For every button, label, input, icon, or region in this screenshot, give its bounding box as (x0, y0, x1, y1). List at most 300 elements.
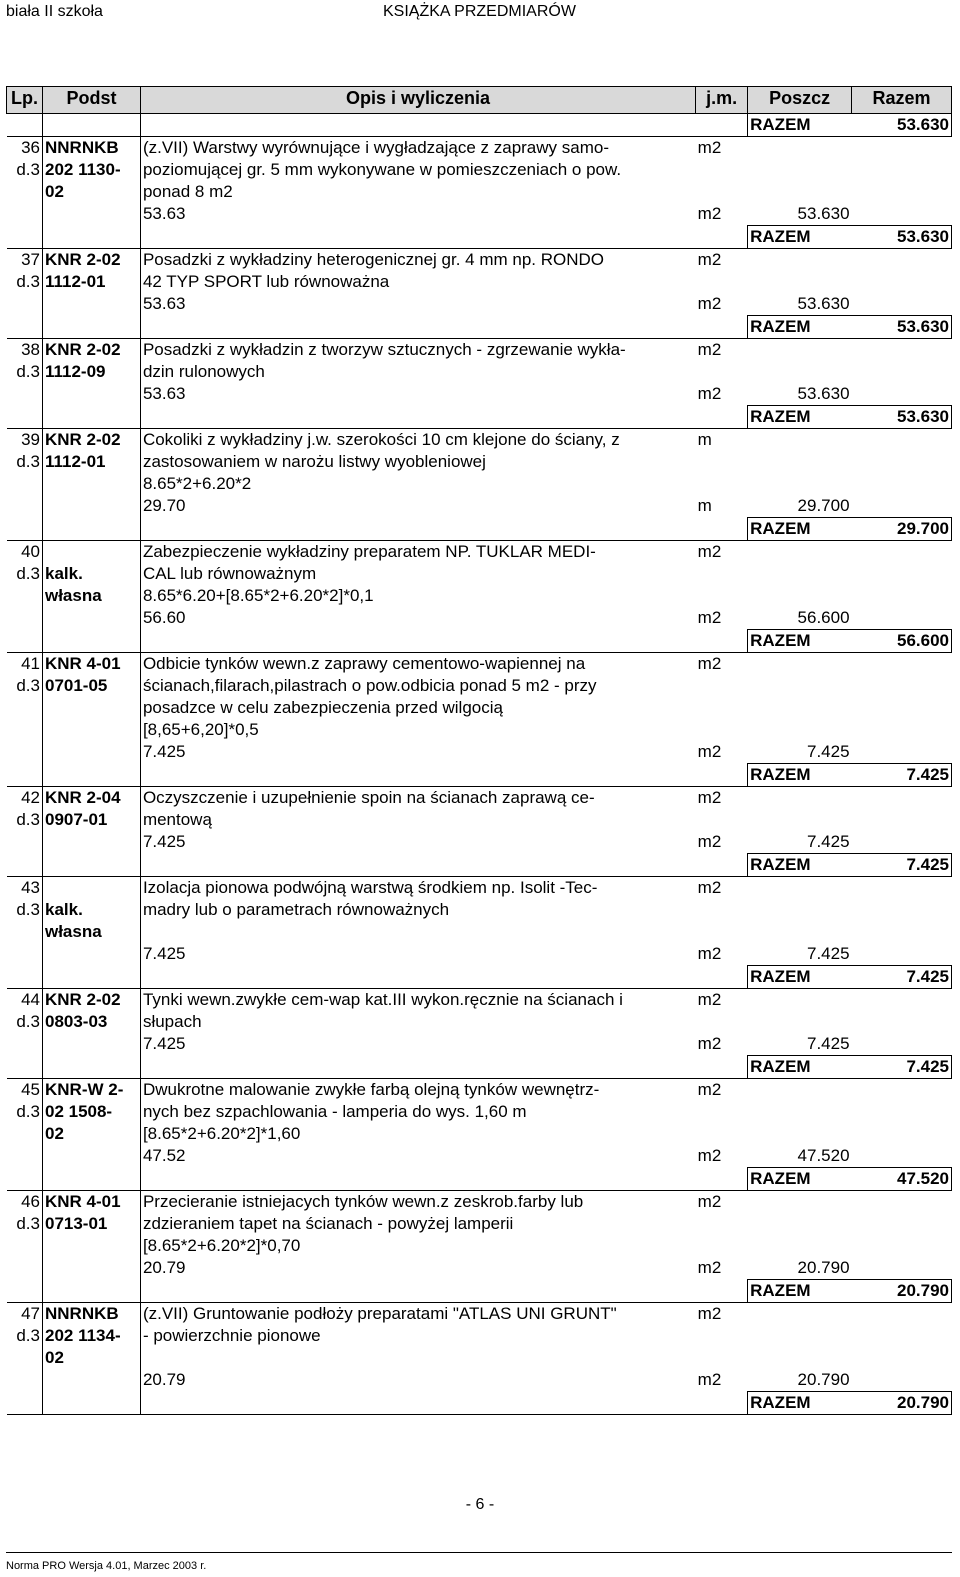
item-razem (852, 1145, 952, 1168)
calc-quantity: 53.63 (142, 384, 186, 403)
razem-label: RAZEM (748, 854, 852, 877)
item-poszcz (748, 675, 852, 697)
calc-unit: m (697, 496, 712, 515)
calc-row (7, 1033, 952, 1056)
calc-poszcz: 7.425 (806, 944, 850, 963)
item-razem (852, 137, 952, 160)
col-jm: j.m. (696, 87, 748, 114)
item-jm (696, 181, 748, 203)
item-opis: poziomującej gr. 5 mm wykonywane w pomieszczeniach o pow. (142, 160, 622, 179)
item-razem (852, 809, 952, 831)
table-body (7, 114, 952, 1415)
item-opis: ponad 8 m2 (142, 182, 233, 201)
item-podst: 02 1508- (42, 1101, 140, 1123)
razem-blank (42, 966, 140, 989)
item-opis: [8.65*2+6.20*2]*0,70 (142, 1236, 301, 1255)
razem-row (7, 630, 952, 653)
item-lp: 37 (7, 249, 43, 272)
razem-blank (42, 406, 140, 429)
item-jm: m2 (697, 340, 722, 359)
item-row (7, 585, 952, 607)
calc-quantity: 56.60 (142, 608, 186, 627)
razem-blank (7, 406, 43, 429)
calc-row (7, 1145, 952, 1168)
razem-value: 7.425 (852, 1056, 952, 1079)
calc-poszcz: 20.790 (797, 1258, 850, 1277)
przedmiar-table (6, 86, 952, 1415)
item-jm (696, 1011, 748, 1033)
item-opis: - powierzchnie pionowe (142, 1326, 321, 1345)
item-podst: 1112-01 (42, 271, 140, 293)
item-razem (852, 451, 952, 473)
razem-blank (140, 1280, 695, 1303)
razem-value: 20.790 (852, 1280, 952, 1303)
item-opis: (z.VII) Gruntowanie podłoży preparatami "ATLAS UNI GRUNT" (142, 1304, 617, 1323)
calc-row (7, 203, 952, 226)
item-poszcz (748, 653, 852, 676)
item-podst (42, 943, 140, 966)
razem-blank (140, 1392, 695, 1415)
item-poszcz (748, 339, 852, 362)
item-jm (696, 1213, 748, 1235)
item-razem (852, 271, 952, 293)
item-razem (852, 877, 952, 900)
razem-blank (42, 518, 140, 541)
item-razem (852, 1079, 952, 1102)
item-lp: 47 (7, 1303, 43, 1326)
item-poszcz (748, 473, 852, 495)
razem-blank (140, 316, 695, 339)
item-podst: KNR 4-01 (42, 653, 140, 676)
calc-unit: m2 (697, 832, 722, 851)
calc-row (7, 607, 952, 630)
item-podst (42, 831, 140, 854)
razem-blank (696, 316, 748, 339)
calc-unit: m2 (697, 1146, 722, 1165)
razem-blank (696, 1280, 748, 1303)
item-poszcz (748, 809, 852, 831)
item-lp: d.3 (7, 271, 43, 293)
calc-quantity: 53.63 (142, 294, 186, 313)
item-row (7, 899, 952, 921)
item-lp: d.3 (7, 563, 43, 585)
item-row (7, 451, 952, 473)
calc-unit: m2 (697, 1258, 722, 1277)
item-poszcz (748, 361, 852, 383)
item-razem (852, 1369, 952, 1392)
item-opis: zdzieraniem tapet na ścianach - powyżej lamperii (142, 1214, 514, 1233)
item-podst: KNR 2-04 (42, 787, 140, 810)
item-podst: 202 1130- (42, 159, 140, 181)
item-jm: m2 (697, 990, 722, 1009)
item-row (7, 877, 952, 900)
razem-blank (696, 1056, 748, 1079)
item-poszcz (748, 159, 852, 181)
item-opis: ścianach,filarach,pilastrach o pow.odbicia ponad 5 m2 - przy (142, 676, 597, 695)
item-razem (852, 495, 952, 518)
razem-blank (140, 518, 695, 541)
item-podst: własna (42, 921, 140, 943)
item-podst (42, 495, 140, 518)
item-poszcz (748, 877, 852, 900)
item-row (7, 249, 952, 272)
item-row (7, 541, 952, 564)
calc-unit: m2 (697, 944, 722, 963)
item-row (7, 181, 952, 203)
item-razem (852, 429, 952, 452)
item-opis: Dwukrotne malowanie zwykłe farbą olejną tynków wewnętrz- (142, 1080, 600, 1099)
item-poszcz (748, 451, 852, 473)
razem-value: 53.630 (852, 114, 952, 137)
item-podst (42, 293, 140, 316)
item-jm (696, 899, 748, 921)
item-row (7, 1011, 952, 1033)
item-razem (852, 249, 952, 272)
calc-row (7, 293, 952, 316)
item-podst: NNRNKB (42, 137, 140, 160)
razem-row (7, 764, 952, 787)
item-poszcz (748, 1011, 852, 1033)
calc-row (7, 1369, 952, 1392)
razem-row (7, 226, 952, 249)
item-opis: zastosowaniem w narożu listwy wyobleniowej (142, 452, 486, 471)
razem-label: RAZEM (748, 406, 852, 429)
calc-poszcz: 7.425 (806, 832, 850, 851)
item-razem (852, 293, 952, 316)
item-poszcz (748, 563, 852, 585)
razem-blank (42, 764, 140, 787)
item-podst: 1112-09 (42, 361, 140, 383)
item-razem (852, 1325, 952, 1347)
item-lp: d.3 (7, 1101, 43, 1123)
item-jm (696, 361, 748, 383)
razem-value: 7.425 (852, 764, 952, 787)
item-jm (696, 473, 748, 495)
item-razem (852, 1347, 952, 1369)
razem-blank (696, 966, 748, 989)
item-razem (852, 787, 952, 810)
item-lp (7, 383, 43, 406)
razem-blank (140, 764, 695, 787)
item-podst: KNR 2-02 (42, 989, 140, 1012)
item-row (7, 989, 952, 1012)
item-poszcz (748, 137, 852, 160)
razem-label: RAZEM (748, 966, 852, 989)
item-row (7, 921, 952, 943)
razem-blank (7, 966, 43, 989)
item-poszcz (748, 921, 852, 943)
razem-blank (140, 1056, 695, 1079)
item-podst (42, 541, 140, 564)
item-opis (140, 1347, 695, 1369)
razem-blank (140, 966, 695, 989)
item-podst: NNRNKB (42, 1303, 140, 1326)
razem-blank (42, 630, 140, 653)
razem-blank (140, 854, 695, 877)
item-poszcz (748, 271, 852, 293)
item-razem (852, 831, 952, 854)
razem-blank (696, 1168, 748, 1191)
item-row (7, 1101, 952, 1123)
item-lp (7, 697, 43, 719)
item-razem (852, 1191, 952, 1214)
razem-value: 56.600 (852, 630, 952, 653)
item-lp: 42 (7, 787, 43, 810)
razem-value: 47.520 (852, 1168, 952, 1191)
item-razem (852, 653, 952, 676)
item-jm (696, 697, 748, 719)
item-poszcz (748, 719, 852, 741)
item-jm (696, 159, 748, 181)
item-opis: Izolacja pionowa podwójną warstwą środkiem np. Isolit -Tec- (142, 878, 598, 897)
item-razem (852, 1303, 952, 1326)
item-lp (7, 831, 43, 854)
razem-label: RAZEM (748, 226, 852, 249)
item-lp: 40 (7, 541, 43, 564)
calc-row (7, 741, 952, 764)
item-razem (852, 899, 952, 921)
item-razem (852, 563, 952, 585)
item-podst: 02 (42, 1347, 140, 1369)
item-opis: Oczyszczenie i uzupełnienie spoin na ścianach zaprawą ce- (142, 788, 595, 807)
razem-label: RAZEM (748, 630, 852, 653)
razem-row (7, 316, 952, 339)
item-jm (696, 585, 748, 607)
item-podst: 0803-03 (42, 1011, 140, 1033)
item-podst (42, 473, 140, 495)
item-podst (42, 1369, 140, 1392)
razem-value: 20.790 (852, 1392, 952, 1415)
item-lp (7, 1123, 43, 1145)
calc-poszcz: 47.520 (797, 1146, 850, 1165)
item-jm (696, 1235, 748, 1257)
item-jm (696, 1123, 748, 1145)
razem-blank (140, 1168, 695, 1191)
item-lp: 43 (7, 877, 43, 900)
razem-blank (7, 1056, 43, 1079)
item-razem (852, 1123, 952, 1145)
item-lp (7, 1369, 43, 1392)
item-jm: m2 (697, 1304, 722, 1323)
item-razem (852, 989, 952, 1012)
razem-blank (42, 1392, 140, 1415)
item-lp (7, 921, 43, 943)
item-opis: CAL lub równoważnym (142, 564, 317, 583)
calc-row (7, 943, 952, 966)
item-lp: d.3 (7, 1011, 43, 1033)
item-jm (696, 809, 748, 831)
item-podst: KNR 2-02 (42, 429, 140, 452)
item-row (7, 429, 952, 452)
item-lp: 39 (7, 429, 43, 452)
item-lp (7, 719, 43, 741)
item-razem (852, 361, 952, 383)
item-podst: własna (42, 585, 140, 607)
item-razem (852, 1213, 952, 1235)
item-row (7, 787, 952, 810)
item-poszcz (748, 787, 852, 810)
item-lp: d.3 (7, 675, 43, 697)
razem-blank (7, 1168, 43, 1191)
item-opis: 42 TYP SPORT lub równoważna (142, 272, 390, 291)
item-poszcz (748, 697, 852, 719)
razem-blank (696, 764, 748, 787)
item-poszcz (748, 249, 852, 272)
calc-quantity: 20.79 (142, 1370, 186, 1389)
item-podst (42, 1257, 140, 1280)
item-lp (7, 741, 43, 764)
item-jm (696, 1325, 748, 1347)
calc-poszcz: 53.630 (797, 384, 850, 403)
item-row (7, 339, 952, 362)
item-row (7, 1213, 952, 1235)
item-opis: Tynki wewn.zwykłe cem-wap kat.III wykon.ręcznie na ścianach i (142, 990, 623, 1009)
item-opis: 8.65*6.20+[8.65*2+6.20*2]*0,1 (142, 586, 374, 605)
item-podst (42, 697, 140, 719)
item-lp: 38 (7, 339, 43, 362)
calc-poszcz: 56.600 (797, 608, 850, 627)
razem-row (7, 1280, 952, 1303)
item-razem (852, 943, 952, 966)
item-jm: m (697, 430, 712, 449)
item-row (7, 159, 952, 181)
col-opis: Opis i wyliczenia (140, 87, 695, 114)
header-left: biała II szkoła (6, 3, 103, 20)
calc-poszcz: 53.630 (797, 204, 850, 223)
item-opis: słupach (142, 1012, 202, 1031)
calc-unit: m2 (697, 384, 722, 403)
calc-quantity: 47.52 (142, 1146, 186, 1165)
razem-blank (7, 854, 43, 877)
razem-label: RAZEM (748, 1168, 852, 1191)
item-opis: Cokoliki z wykładziny j.w. szerokości 10 cm klejone do ściany, z (142, 430, 620, 449)
item-opis: 8.65*2+6.20*2 (142, 474, 252, 493)
razem-blank (140, 406, 695, 429)
item-jm (696, 563, 748, 585)
razem-row (7, 1168, 952, 1191)
item-jm: m2 (697, 250, 722, 269)
item-opis (140, 921, 695, 943)
item-podst (42, 741, 140, 764)
item-jm: m2 (697, 138, 722, 157)
item-razem (852, 1257, 952, 1280)
razem-value: 53.630 (852, 406, 952, 429)
razem-row (7, 406, 952, 429)
item-opis: posadzce w celu zabezpieczenia przed wilgocią (142, 698, 503, 717)
item-lp: d.3 (7, 451, 43, 473)
item-lp (7, 181, 43, 203)
item-razem (852, 1235, 952, 1257)
calc-unit: m2 (697, 1370, 722, 1389)
razem-value: 53.630 (852, 226, 952, 249)
calc-row (7, 383, 952, 406)
item-row (7, 137, 952, 160)
footer-divider (6, 1552, 952, 1553)
razem-blank (696, 518, 748, 541)
item-opis: [8,65+6,20]*0,5 (142, 720, 259, 739)
item-razem (852, 719, 952, 741)
item-poszcz (748, 585, 852, 607)
razem-row (7, 854, 952, 877)
item-lp: 45 (7, 1079, 43, 1102)
table-header (7, 87, 952, 114)
item-lp (7, 473, 43, 495)
item-opis: Przecieranie istniejacych tynków wewn.z zeskrob.farby lub (142, 1192, 584, 1211)
item-poszcz (748, 1191, 852, 1214)
item-row (7, 361, 952, 383)
item-podst: 0713-01 (42, 1213, 140, 1235)
razem-label: RAZEM (748, 1392, 852, 1415)
item-podst (42, 203, 140, 226)
razem-label: RAZEM (748, 114, 852, 137)
razem-blank (140, 226, 695, 249)
razem-blank (7, 226, 43, 249)
item-poszcz (748, 1101, 852, 1123)
item-podst: KNR-W 2- (42, 1079, 140, 1102)
razem-value: 29.700 (852, 518, 952, 541)
item-poszcz (748, 1303, 852, 1326)
item-razem (852, 1101, 952, 1123)
item-lp (7, 203, 43, 226)
item-razem (852, 675, 952, 697)
item-lp: 46 (7, 1191, 43, 1214)
item-row (7, 809, 952, 831)
razem-blank (7, 1280, 43, 1303)
item-opis: mentową (142, 810, 212, 829)
calc-quantity: 7.425 (142, 832, 186, 851)
item-jm (696, 1101, 748, 1123)
razem-blank (7, 316, 43, 339)
item-jm: m2 (697, 788, 722, 807)
razem-row-top (7, 114, 952, 137)
item-poszcz (748, 1079, 852, 1102)
item-lp (7, 1145, 43, 1168)
razem-label: RAZEM (748, 518, 852, 541)
item-podst: KNR 2-02 (42, 339, 140, 362)
item-podst: 02 (42, 1123, 140, 1145)
item-row (7, 1235, 952, 1257)
item-podst (42, 1235, 140, 1257)
razem-blank (42, 316, 140, 339)
item-podst: 0907-01 (42, 809, 140, 831)
calc-poszcz: 29.700 (797, 496, 850, 515)
item-jm (696, 451, 748, 473)
item-opis: madry lub o parametrach równoważnych (142, 900, 450, 919)
razem-row (7, 1056, 952, 1079)
item-opis: nych bez szpachlowania - lamperia do wys. 1,60 m (142, 1102, 527, 1121)
item-jm: m2 (697, 1192, 722, 1211)
item-lp: 36 (7, 137, 43, 160)
calc-unit: m2 (697, 1034, 722, 1053)
razem-blank (7, 1392, 43, 1415)
item-podst (42, 877, 140, 900)
razem-value: 53.630 (852, 316, 952, 339)
calc-quantity: 7.425 (142, 742, 186, 761)
calc-poszcz: 7.425 (806, 1034, 850, 1053)
item-podst: 202 1134- (42, 1325, 140, 1347)
col-poszcz: Poszcz (748, 87, 852, 114)
item-podst (42, 719, 140, 741)
razem-blank (696, 630, 748, 653)
item-razem (852, 1033, 952, 1056)
item-podst: 02 (42, 181, 140, 203)
item-podst: 1112-01 (42, 451, 140, 473)
calc-unit: m2 (697, 742, 722, 761)
item-lp (7, 585, 43, 607)
item-razem (852, 1011, 952, 1033)
calc-row (7, 1257, 952, 1280)
razem-blank (42, 226, 140, 249)
